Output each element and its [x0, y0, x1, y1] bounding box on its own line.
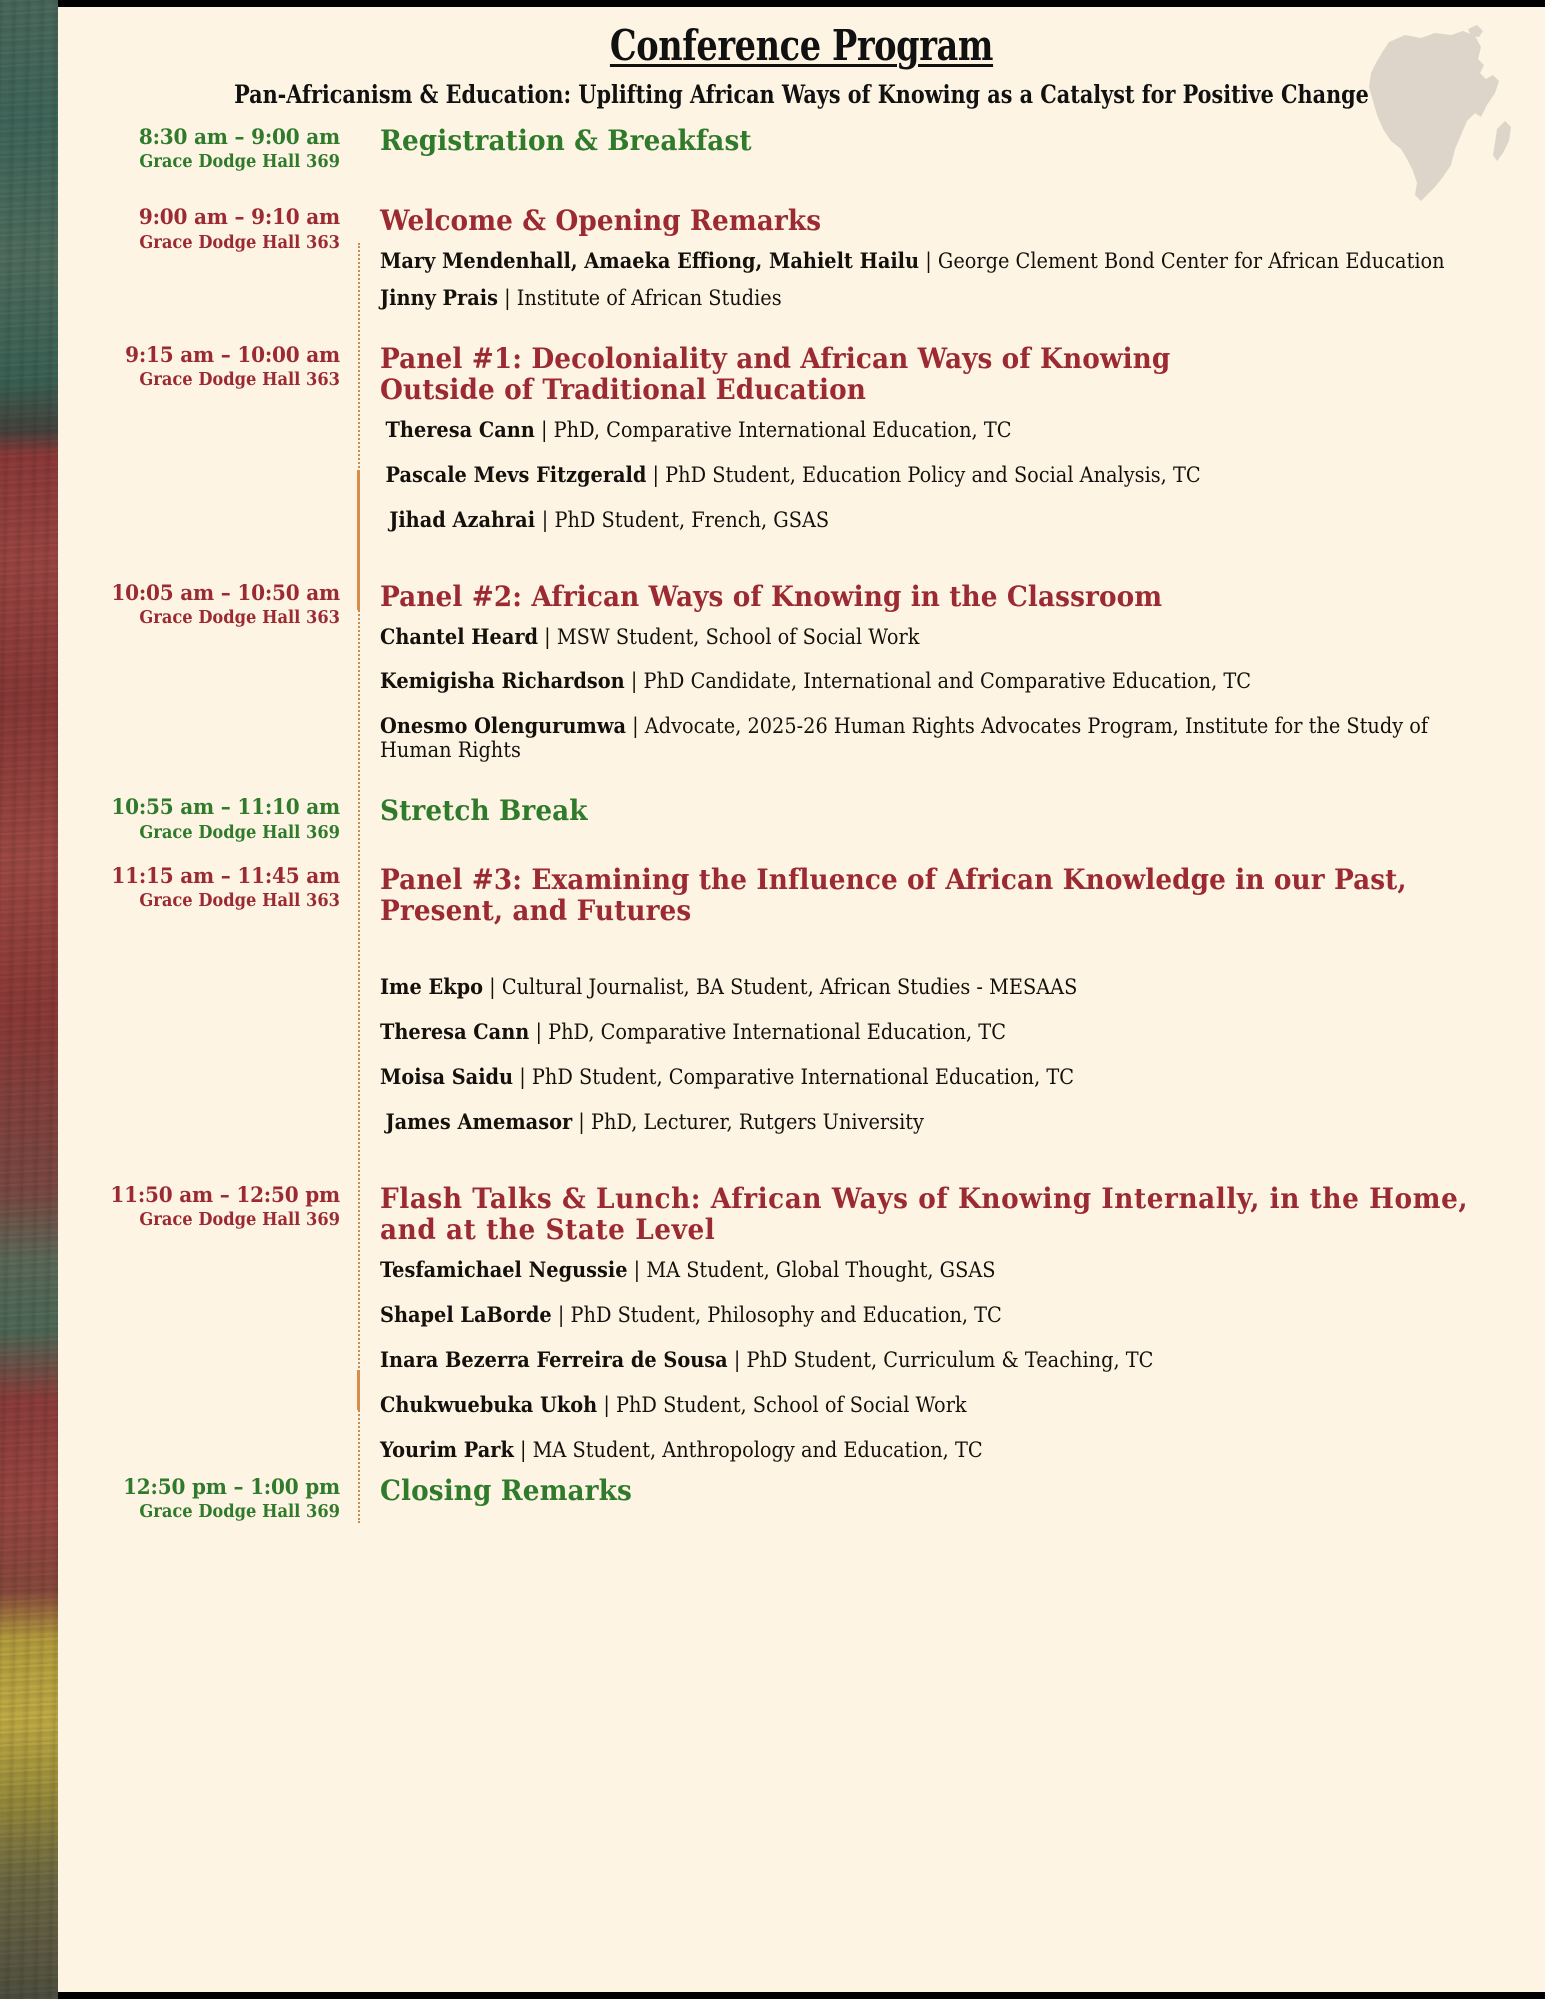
session-row [58, 864, 1545, 1135]
session-time: 8:30 am – 9:00 am [138, 125, 340, 150]
session-time: 12:50 pm – 1:00 pm [123, 1474, 341, 1500]
speaker-name: Chukwuebuka Ukoh [380, 1391, 598, 1417]
speaker-separator: | [727, 1347, 747, 1372]
session-title: Closing Remarks [380, 1473, 632, 1507]
session-time: 10:05 am – 10:50 am [111, 580, 340, 606]
speaker-entry [380, 975, 1452, 1000]
spacer [58, 1135, 1545, 1183]
session-title: Stretch Break [380, 794, 588, 828]
spacer [58, 1463, 1545, 1475]
speaker-entry [380, 1020, 1452, 1045]
speaker-entry [380, 249, 1452, 274]
session-row [58, 1183, 1545, 1463]
session-time: 9:15 am – 10:00 am [125, 342, 340, 368]
speaker-entry [380, 625, 1452, 650]
speaker-entry [380, 1348, 1452, 1373]
session-body [358, 795, 1545, 827]
session-body [358, 343, 1545, 533]
session-location: Grace Dodge Hall 363 [139, 232, 340, 253]
spacer [380, 649, 1545, 669]
speaker-separator: | [646, 463, 666, 488]
session-time-block [58, 1475, 358, 1523]
speaker-separator: | [597, 1392, 616, 1417]
spacer [380, 927, 1545, 975]
speaker-entry [380, 1438, 1452, 1463]
session-row [58, 795, 1545, 843]
speaker-separator: | [534, 418, 554, 443]
speaker-name: Chantel Heard [380, 623, 539, 649]
session-body [358, 864, 1545, 1135]
session-row [58, 581, 1545, 763]
session-row [58, 1475, 1545, 1523]
speaker-separator: | [538, 624, 557, 649]
spacer [380, 1283, 1545, 1303]
speaker-entry [380, 1258, 1452, 1283]
speaker-separator: | [529, 1019, 549, 1044]
speaker-name: Theresa Cann [380, 1018, 530, 1044]
session-title: Registration & Breakfast [380, 124, 752, 157]
session-location: Grace Dodge Hall 369 [139, 1501, 340, 1522]
speaker-separator: | [919, 248, 938, 273]
spacer [380, 694, 1545, 714]
session-row [58, 205, 1545, 311]
speaker-affiliation: PhD Student, Education Policy and Social Analysis, TC [665, 463, 1201, 488]
speaker-entry [380, 418, 1452, 443]
speaker-affiliation: Cultural Journalist, BA Student, African Studies - MESAAS [501, 974, 1078, 999]
session-location: Grace Dodge Hall 363 [139, 370, 340, 391]
speaker-affiliation: PhD Student, Curriculum & Teaching, TC [746, 1347, 1154, 1372]
speaker-name: Mary Mendenhall, Amaeka Effiong, Mahielt Hailu [380, 247, 920, 273]
program-sheet [58, 7, 1545, 1992]
session-body [358, 205, 1545, 311]
spacer [380, 488, 1545, 508]
spacer [58, 844, 1545, 864]
speaker-name: Yourim Park [380, 1436, 514, 1462]
timeline-divider [358, 243, 360, 1523]
session-time: 11:50 am – 12:50 pm [110, 1182, 340, 1208]
session-body [358, 581, 1545, 763]
session-time: 10:55 am – 11:10 am [111, 795, 340, 821]
speaker-affiliation: MSW Student, School of Social Work [556, 624, 920, 649]
spacer [380, 1000, 1545, 1020]
session-location: Grace Dodge Hall 369 [139, 152, 340, 173]
program-header [58, 7, 1545, 109]
session-time-block [58, 581, 358, 629]
spacer [380, 1045, 1545, 1065]
session-location: Grace Dodge Hall 363 [139, 891, 340, 912]
spacer [58, 311, 1545, 343]
speaker-entry [380, 463, 1452, 488]
speaker-separator: | [624, 669, 644, 694]
speaker-affiliation: PhD Student, French, GSAS [554, 507, 830, 532]
speaker-affiliation: George Clement Bond Center for African Education [937, 248, 1445, 273]
spacer [380, 1328, 1545, 1348]
spacer [380, 406, 1545, 418]
spacer [380, 1418, 1545, 1438]
speaker-name: Tesfamichael Negussie [380, 1256, 628, 1282]
session-title: Panel #2: African Ways of Knowing in the Classroom [380, 579, 1163, 613]
speaker-name: Pascale Mevs Fitzgerald [385, 462, 647, 488]
speaker-entry [380, 1065, 1452, 1090]
session-time-block [58, 125, 358, 173]
session-body [358, 1183, 1545, 1463]
speaker-separator: | [513, 1064, 532, 1089]
spacer [380, 274, 1545, 286]
speaker-affiliation: MA Student, Anthropology and Education, TC [532, 1437, 983, 1462]
page-title: Conference Program [609, 21, 994, 70]
spacer [380, 443, 1545, 463]
speaker-name: Onesmo Olengurumwa [380, 713, 626, 739]
spacer [380, 613, 1545, 625]
speaker-name: Ime Ekpo [380, 973, 484, 999]
speaker-entry [380, 508, 1452, 533]
speaker-name: Kemigisha Richardson [380, 668, 625, 694]
session-row [58, 343, 1545, 533]
speaker-separator: | [513, 1437, 533, 1462]
session-location: Grace Dodge Hall 369 [139, 822, 340, 843]
stripe-texture-overlay [0, 0, 58, 1999]
speaker-affiliation: PhD, Comparative International Education, TC [553, 418, 1012, 443]
decorative-kente-stripe [0, 0, 58, 1999]
session-body [358, 1475, 1545, 1507]
speaker-affiliation: MA Student, Global Thought, GSAS [646, 1257, 996, 1282]
speaker-name: Shapel LaBorde [380, 1301, 552, 1327]
speaker-entry [380, 714, 1452, 763]
session-title: Welcome & Opening Remarks [380, 204, 822, 238]
speaker-separator: | [541, 507, 555, 532]
session-time-block [58, 343, 358, 391]
speaker-name: James Amemasor [385, 1108, 573, 1134]
speaker-entry [380, 1393, 1452, 1418]
session-title: Panel #3: Examining the Influence of African Knowledge in our Past, Present, and Futures [380, 862, 1407, 928]
page-subtitle: Pan-Africanism & Education: Uplifting African Ways of Knowing as a Catalyst for Positive Change [234, 80, 1369, 109]
speaker-name: Jihad Azahrai [389, 506, 542, 532]
speaker-separator: | [551, 1302, 571, 1327]
session-time-block [58, 1183, 358, 1231]
speaker-name: Inara Bezerra Ferreira de Sousa [380, 1346, 728, 1372]
session-title: Flash Talks & Lunch: African Ways of Knowing Internally, in the Home, and at the State Level [380, 1181, 1469, 1247]
speaker-affiliation: Institute of African Studies [516, 285, 782, 310]
speaker-name: Moisa Saidu [380, 1063, 514, 1089]
speaker-affiliation: PhD, Lecturer, Rutgers University [590, 1109, 924, 1134]
speaker-name: Theresa Cann [385, 417, 535, 443]
schedule-list [58, 125, 1545, 1523]
speaker-entry [380, 286, 1452, 311]
speaker-affiliation: PhD Candidate, International and Comparative Education, TC [643, 669, 1252, 694]
speaker-affiliation: PhD Student, Comparative International Education, TC [531, 1064, 1075, 1089]
session-title: Panel #1: Decoloniality and African Ways of Knowing Outside of Traditional Education [380, 341, 1171, 407]
speaker-entry [380, 1110, 1452, 1135]
session-row [58, 125, 1545, 173]
speaker-separator: | [625, 714, 645, 739]
speaker-separator: | [483, 974, 502, 999]
session-location: Grace Dodge Hall 369 [139, 1210, 340, 1231]
timeline-accent-segment-1 [357, 470, 360, 610]
session-time-block [58, 795, 358, 843]
speaker-affiliation: PhD, Comparative International Education, TC [548, 1019, 1006, 1044]
speaker-affiliation: Advocate, 2025-26 Human Rights Advocates Program, Institute for the Study of Human Rights [380, 714, 1429, 763]
spacer [380, 1090, 1545, 1110]
speaker-separator: | [572, 1109, 591, 1134]
session-body [358, 125, 1545, 157]
speaker-entry [380, 669, 1452, 694]
spacer [58, 533, 1545, 581]
speaker-affiliation: PhD Student, School of Social Work [615, 1392, 967, 1417]
speaker-affiliation: PhD Student, Philosophy and Education, TC [570, 1302, 1002, 1327]
speaker-entry [380, 1303, 1452, 1328]
speaker-name: Jinny Prais [380, 284, 498, 310]
session-time-block [58, 864, 358, 912]
spacer [58, 173, 1545, 205]
speaker-separator: | [627, 1257, 647, 1282]
spacer [380, 1373, 1545, 1393]
spacer [58, 763, 1545, 795]
session-time-block [58, 205, 358, 253]
session-time: 11:15 am – 11:45 am [111, 863, 340, 889]
session-location: Grace Dodge Hall 363 [139, 608, 340, 629]
speaker-separator: | [497, 285, 517, 310]
session-time: 9:00 am – 9:10 am [138, 205, 340, 231]
timeline-accent-segment-2 [357, 1370, 360, 1410]
